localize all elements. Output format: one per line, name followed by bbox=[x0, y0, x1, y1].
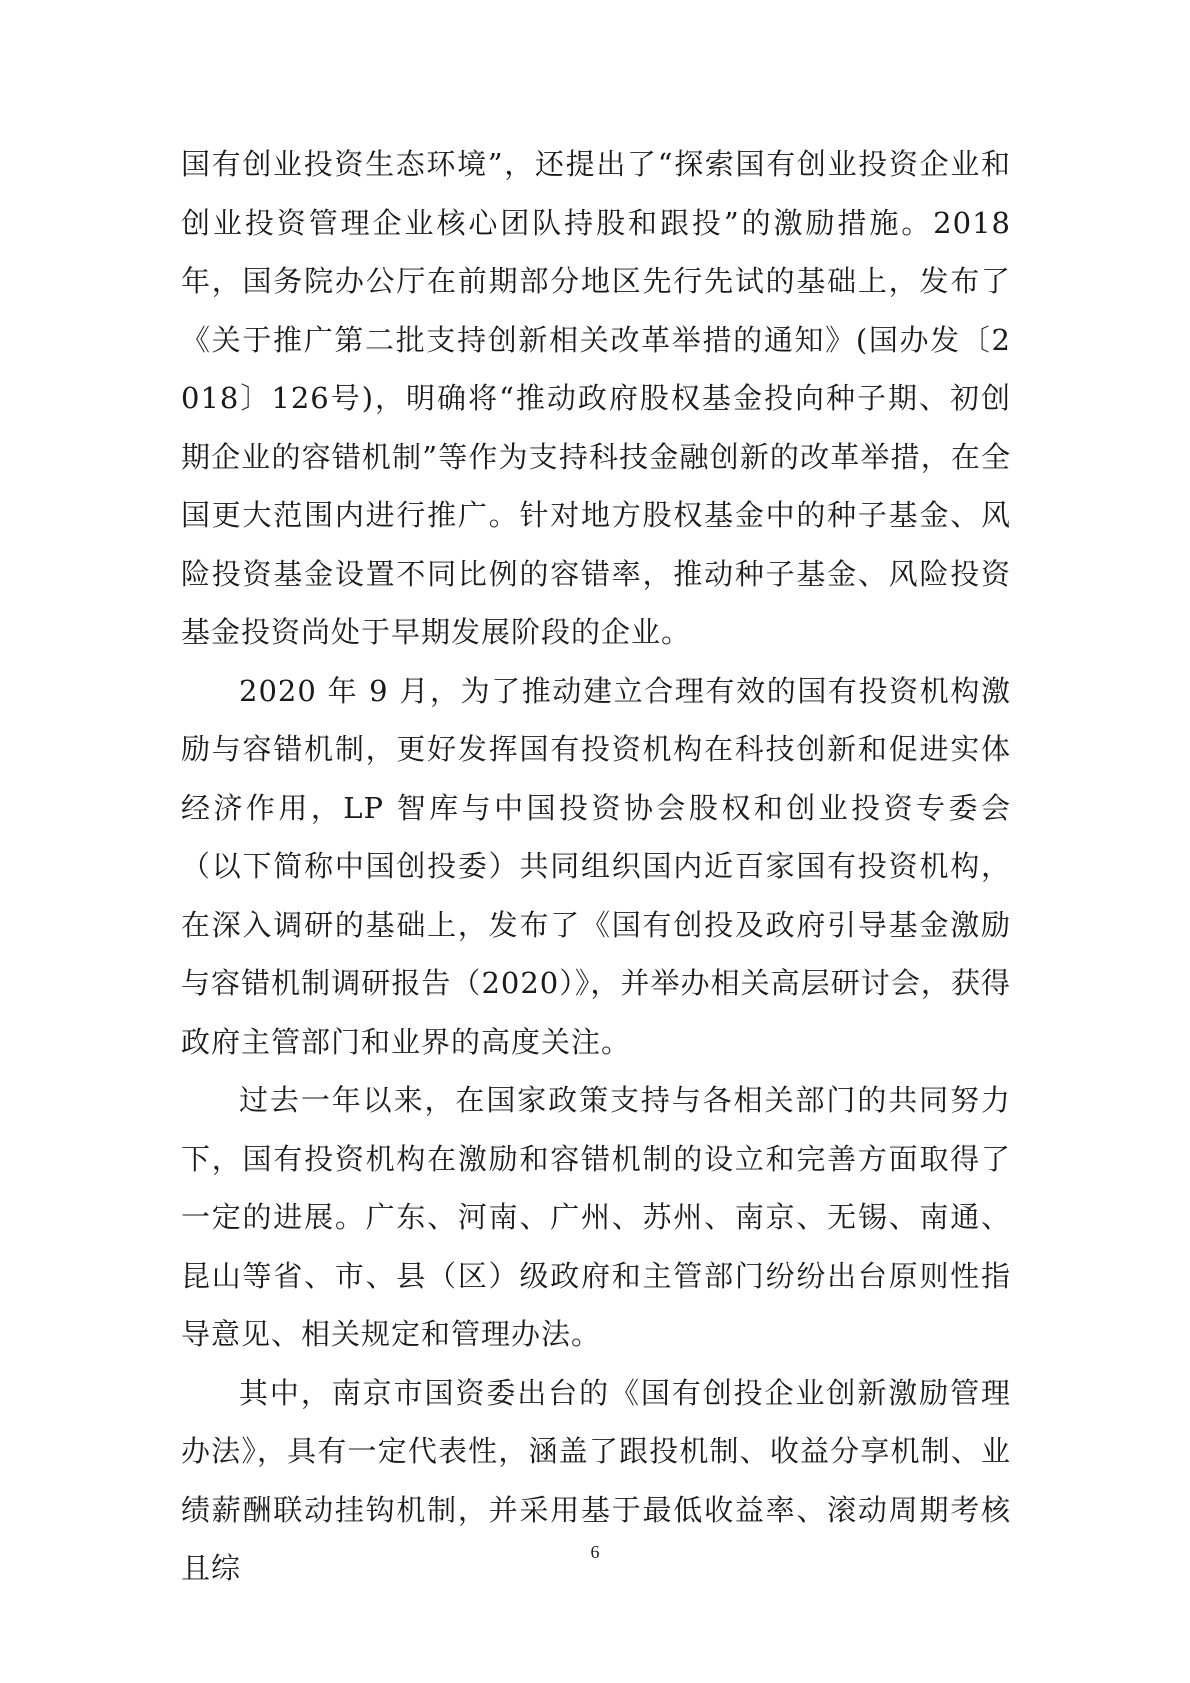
page-number: 6 bbox=[590, 1542, 600, 1562]
paragraph-1: 国有创业投资生态环境”，还提出了“探索国有创业投资企业和创业投资管理企业核心团队持股和跟投”的激励措施。2018 年，国务院办公厅在前期部分地区先行先试的基础上，发布了《关于推广第二批支持创新相关改革举措的通知》(国办发〔2018〕126号)，明确将“推动政府股权基金投向种子期、初创期企业的容错机制”等作为支持科技金融创新的改革举措，在全国更大范围内进行推广。针对地方股权基金中的种子基金、风险投资基金设置不同比例的容错率，推动种子基金、风险投资基金投资尚处于早期发展阶段的企业。 bbox=[181, 147, 1011, 649]
paragraph-2: 2020 年 9 月，为了推动建立合理有效的国有投资机构激励与容错机制，更好发挥国有投资机构在科技创新和促进实体经济作用，LP 智库与中国投资协会股权和创业投资专委会（以下简称中国创投委）共同组织国内近百家国有投资机构，在深入调研的基础上，发布了《国有创投及政府引导基金激励与容错机制调研报告（2020）》，并举办相关高层研讨会，获得政府主管部门和业界的高度关注。 bbox=[181, 673, 1011, 1059]
paragraph-3: 过去一年以来，在国家政策支持与各相关部门的共同努力下，国有投资机构在激励和容错机制的设立和完善方面取得了一定的进展。广东、河南、广州、苏州、南京、无锡、南通、昆山等省、市、县（区）级政府和主管部门纷纷出台原则性指导意见、相关规定和管理办法。 bbox=[181, 1083, 1011, 1351]
paragraph-4: 其中，南京市国资委出台的《国有创投企业创新激励管理办法》，具有一定代表性，涵盖了跟投机制、收益分享机制、业绩薪酬联动挂钩机制，并采用基于最低收益率、滚动周期考核且综 bbox=[181, 1375, 1011, 1585]
document-body bbox=[181, 135, 1011, 1598]
